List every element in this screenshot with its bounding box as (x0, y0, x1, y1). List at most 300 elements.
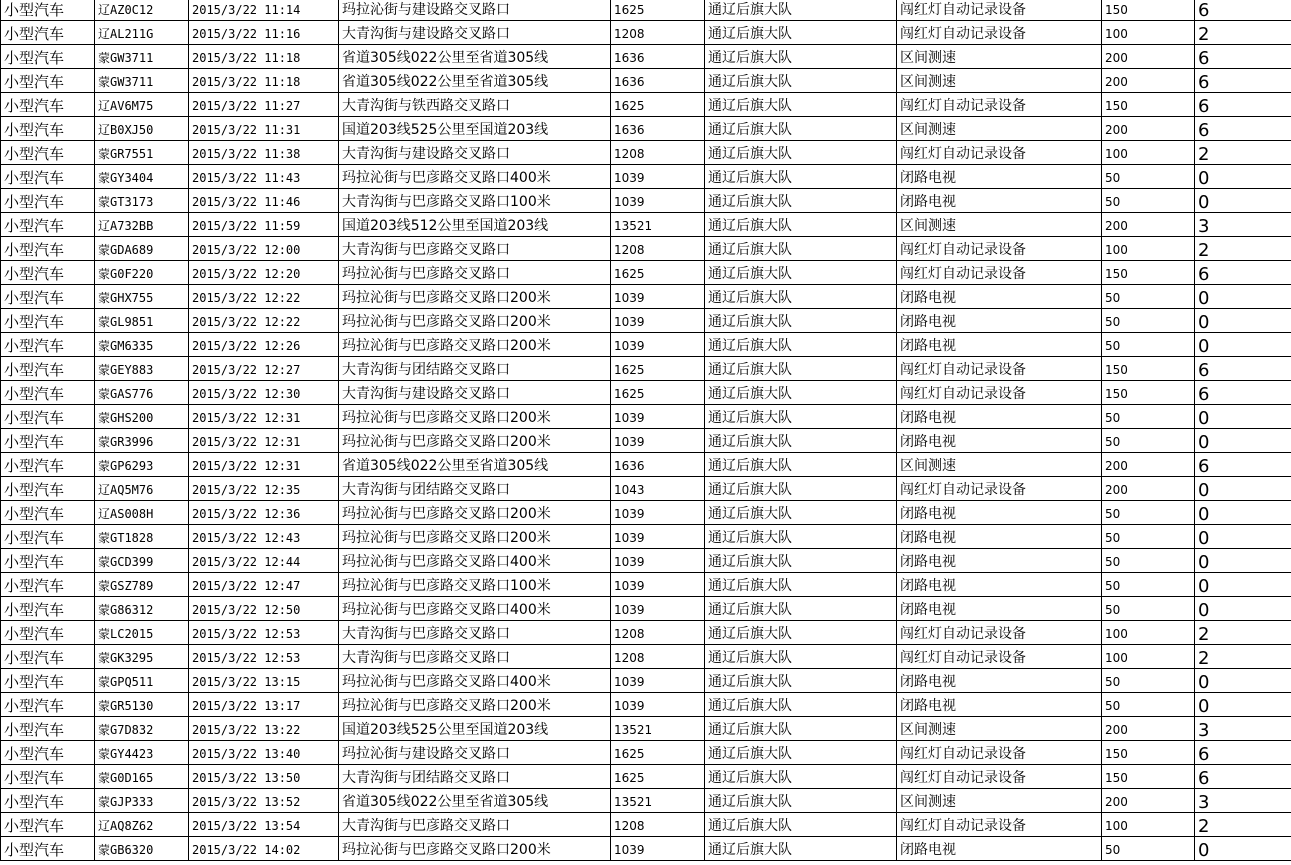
violation-code-cell[interactable]: 1039 (611, 837, 705, 861)
enforcement-unit-cell[interactable]: 通辽后旗大队 (705, 21, 897, 45)
fine-amount-cell[interactable]: 50 (1102, 333, 1195, 357)
fine-amount-cell[interactable]: 100 (1102, 813, 1195, 837)
fine-amount-cell[interactable]: 50 (1102, 837, 1195, 861)
violation-code-cell[interactable]: 1636 (611, 117, 705, 141)
capture-device-cell[interactable]: 区间测速 (897, 117, 1102, 141)
violation-time-cell[interactable]: 2015/3/22 12:47 (189, 573, 339, 597)
capture-device-cell[interactable]: 闭路电视 (897, 573, 1102, 597)
location-cell[interactable]: 玛拉沁街与巴彦路交叉路口400米 (339, 165, 611, 189)
enforcement-unit-cell[interactable]: 通辽后旗大队 (705, 333, 897, 357)
violation-time-cell[interactable]: 2015/3/22 12:43 (189, 525, 339, 549)
violation-code-cell[interactable]: 1039 (611, 573, 705, 597)
violation-code-cell[interactable]: 1039 (611, 165, 705, 189)
penalty-points-cell[interactable]: 0 (1195, 405, 1291, 429)
capture-device-cell[interactable]: 闭路电视 (897, 285, 1102, 309)
capture-device-cell[interactable]: 闭路电视 (897, 837, 1102, 861)
violation-code-cell[interactable]: 1208 (611, 237, 705, 261)
plate-number-cell[interactable]: 辽A732BB (95, 213, 189, 237)
violation-time-cell[interactable]: 2015/3/22 11:46 (189, 189, 339, 213)
vehicle-type-cell[interactable]: 小型汽车 (1, 141, 95, 165)
violation-code-cell[interactable]: 1636 (611, 453, 705, 477)
penalty-points-cell[interactable]: 0 (1195, 309, 1291, 333)
penalty-points-cell[interactable]: 6 (1195, 357, 1291, 381)
fine-amount-cell[interactable]: 200 (1102, 117, 1195, 141)
penalty-points-cell[interactable]: 3 (1195, 789, 1291, 813)
vehicle-type-cell[interactable]: 小型汽车 (1, 717, 95, 741)
enforcement-unit-cell[interactable]: 通辽后旗大队 (705, 549, 897, 573)
violation-code-cell[interactable]: 1208 (611, 621, 705, 645)
fine-amount-cell[interactable]: 50 (1102, 501, 1195, 525)
location-cell[interactable]: 玛拉沁街与巴彦路交叉路口200米 (339, 405, 611, 429)
location-cell[interactable]: 大青沟街与巴彦路交叉路口 (339, 237, 611, 261)
vehicle-type-cell[interactable]: 小型汽车 (1, 477, 95, 501)
fine-amount-cell[interactable]: 150 (1102, 261, 1195, 285)
violation-code-cell[interactable]: 1625 (611, 357, 705, 381)
enforcement-unit-cell[interactable]: 通辽后旗大队 (705, 597, 897, 621)
violation-time-cell[interactable]: 2015/3/22 11:18 (189, 69, 339, 93)
penalty-points-cell[interactable]: 0 (1195, 477, 1291, 501)
vehicle-type-cell[interactable]: 小型汽车 (1, 429, 95, 453)
fine-amount-cell[interactable]: 200 (1102, 213, 1195, 237)
vehicle-type-cell[interactable]: 小型汽车 (1, 189, 95, 213)
fine-amount-cell[interactable]: 50 (1102, 189, 1195, 213)
plate-number-cell[interactable]: 辽AQ5M76 (95, 477, 189, 501)
capture-device-cell[interactable]: 闯红灯自动记录设备 (897, 141, 1102, 165)
plate-number-cell[interactable]: 蒙GDA689 (95, 237, 189, 261)
violation-time-cell[interactable]: 2015/3/22 11:27 (189, 93, 339, 117)
violation-time-cell[interactable]: 2015/3/22 12:30 (189, 381, 339, 405)
capture-device-cell[interactable]: 闯红灯自动记录设备 (897, 765, 1102, 789)
penalty-points-cell[interactable]: 2 (1195, 21, 1291, 45)
location-cell[interactable]: 大青沟街与铁西路交叉路口 (339, 93, 611, 117)
violation-time-cell[interactable]: 2015/3/22 13:40 (189, 741, 339, 765)
vehicle-type-cell[interactable]: 小型汽车 (1, 621, 95, 645)
violation-code-cell[interactable]: 1039 (611, 525, 705, 549)
vehicle-type-cell[interactable]: 小型汽车 (1, 549, 95, 573)
location-cell[interactable]: 大青沟街与团结路交叉路口 (339, 477, 611, 501)
vehicle-type-cell[interactable]: 小型汽车 (1, 309, 95, 333)
fine-amount-cell[interactable]: 150 (1102, 357, 1195, 381)
location-cell[interactable]: 大青沟街与巴彦路交叉路口 (339, 621, 611, 645)
location-cell[interactable]: 玛拉沁街与巴彦路交叉路口200米 (339, 693, 611, 717)
vehicle-type-cell[interactable]: 小型汽车 (1, 165, 95, 189)
fine-amount-cell[interactable]: 50 (1102, 429, 1195, 453)
plate-number-cell[interactable]: 辽AV6M75 (95, 93, 189, 117)
location-cell[interactable]: 玛拉沁街与巴彦路交叉路口200米 (339, 285, 611, 309)
plate-number-cell[interactable]: 蒙GR3996 (95, 429, 189, 453)
plate-number-cell[interactable]: 蒙GM6335 (95, 333, 189, 357)
vehicle-type-cell[interactable]: 小型汽车 (1, 333, 95, 357)
fine-amount-cell[interactable]: 50 (1102, 525, 1195, 549)
vehicle-type-cell[interactable]: 小型汽车 (1, 261, 95, 285)
capture-device-cell[interactable]: 闯红灯自动记录设备 (897, 93, 1102, 117)
penalty-points-cell[interactable]: 0 (1195, 669, 1291, 693)
violation-time-cell[interactable]: 2015/3/22 11:31 (189, 117, 339, 141)
violation-time-cell[interactable]: 2015/3/22 11:18 (189, 45, 339, 69)
violation-time-cell[interactable]: 2015/3/22 13:15 (189, 669, 339, 693)
vehicle-type-cell[interactable]: 小型汽车 (1, 645, 95, 669)
capture-device-cell[interactable]: 闯红灯自动记录设备 (897, 477, 1102, 501)
penalty-points-cell[interactable]: 0 (1195, 189, 1291, 213)
violation-time-cell[interactable]: 2015/3/22 12:31 (189, 405, 339, 429)
violation-time-cell[interactable]: 2015/3/22 14:02 (189, 837, 339, 861)
fine-amount-cell[interactable]: 50 (1102, 165, 1195, 189)
violation-time-cell[interactable]: 2015/3/22 12:22 (189, 309, 339, 333)
location-cell[interactable]: 国道203线512公里至国道203线 (339, 213, 611, 237)
fine-amount-cell[interactable]: 50 (1102, 405, 1195, 429)
penalty-points-cell[interactable]: 6 (1195, 261, 1291, 285)
enforcement-unit-cell[interactable]: 通辽后旗大队 (705, 501, 897, 525)
vehicle-type-cell[interactable]: 小型汽车 (1, 21, 95, 45)
plate-number-cell[interactable]: 蒙G7D832 (95, 717, 189, 741)
plate-number-cell[interactable]: 蒙GCD399 (95, 549, 189, 573)
vehicle-type-cell[interactable]: 小型汽车 (1, 0, 95, 21)
location-cell[interactable]: 大青沟街与团结路交叉路口 (339, 357, 611, 381)
violation-code-cell[interactable]: 1039 (611, 285, 705, 309)
fine-amount-cell[interactable]: 50 (1102, 309, 1195, 333)
plate-number-cell[interactable]: 蒙GY4423 (95, 741, 189, 765)
enforcement-unit-cell[interactable]: 通辽后旗大队 (705, 645, 897, 669)
plate-number-cell[interactable]: 蒙GW3711 (95, 45, 189, 69)
fine-amount-cell[interactable]: 150 (1102, 0, 1195, 21)
fine-amount-cell[interactable]: 150 (1102, 381, 1195, 405)
location-cell[interactable]: 大青沟街与建设路交叉路口 (339, 21, 611, 45)
capture-device-cell[interactable]: 闭路电视 (897, 693, 1102, 717)
fine-amount-cell[interactable]: 200 (1102, 69, 1195, 93)
location-cell[interactable]: 玛拉沁街与建设路交叉路口 (339, 741, 611, 765)
vehicle-type-cell[interactable]: 小型汽车 (1, 453, 95, 477)
violation-time-cell[interactable]: 2015/3/22 11:59 (189, 213, 339, 237)
penalty-points-cell[interactable]: 0 (1195, 501, 1291, 525)
fine-amount-cell[interactable]: 150 (1102, 741, 1195, 765)
violation-code-cell[interactable]: 1625 (611, 261, 705, 285)
location-cell[interactable]: 大青沟街与巴彦路交叉路口100米 (339, 189, 611, 213)
violation-time-cell[interactable]: 2015/3/22 11:43 (189, 165, 339, 189)
violation-time-cell[interactable]: 2015/3/22 11:38 (189, 141, 339, 165)
location-cell[interactable]: 大青沟街与团结路交叉路口 (339, 765, 611, 789)
enforcement-unit-cell[interactable]: 通辽后旗大队 (705, 669, 897, 693)
plate-number-cell[interactable]: 蒙GPQ511 (95, 669, 189, 693)
fine-amount-cell[interactable]: 200 (1102, 717, 1195, 741)
fine-amount-cell[interactable]: 50 (1102, 549, 1195, 573)
violation-code-cell[interactable]: 1625 (611, 381, 705, 405)
capture-device-cell[interactable]: 闭路电视 (897, 189, 1102, 213)
location-cell[interactable]: 省道305线022公里至省道305线 (339, 453, 611, 477)
plate-number-cell[interactable]: 蒙G0D165 (95, 765, 189, 789)
violation-code-cell[interactable]: 1039 (611, 333, 705, 357)
vehicle-type-cell[interactable]: 小型汽车 (1, 765, 95, 789)
capture-device-cell[interactable]: 闭路电视 (897, 525, 1102, 549)
capture-device-cell[interactable]: 闭路电视 (897, 429, 1102, 453)
enforcement-unit-cell[interactable]: 通辽后旗大队 (705, 93, 897, 117)
capture-device-cell[interactable]: 闯红灯自动记录设备 (897, 645, 1102, 669)
plate-number-cell[interactable]: 辽AS008H (95, 501, 189, 525)
fine-amount-cell[interactable]: 100 (1102, 21, 1195, 45)
penalty-points-cell[interactable]: 6 (1195, 741, 1291, 765)
vehicle-type-cell[interactable]: 小型汽车 (1, 501, 95, 525)
capture-device-cell[interactable]: 闭路电视 (897, 549, 1102, 573)
capture-device-cell[interactable]: 闭路电视 (897, 405, 1102, 429)
location-cell[interactable]: 玛拉沁街与巴彦路交叉路口 (339, 261, 611, 285)
fine-amount-cell[interactable]: 100 (1102, 237, 1195, 261)
fine-amount-cell[interactable]: 50 (1102, 597, 1195, 621)
plate-number-cell[interactable]: 蒙GHS200 (95, 405, 189, 429)
plate-number-cell[interactable]: 蒙G86312 (95, 597, 189, 621)
enforcement-unit-cell[interactable]: 通辽后旗大队 (705, 789, 897, 813)
violation-time-cell[interactable]: 2015/3/22 13:50 (189, 765, 339, 789)
location-cell[interactable]: 大青沟街与巴彦路交叉路口 (339, 813, 611, 837)
penalty-points-cell[interactable]: 6 (1195, 0, 1291, 21)
penalty-points-cell[interactable]: 2 (1195, 645, 1291, 669)
enforcement-unit-cell[interactable]: 通辽后旗大队 (705, 117, 897, 141)
violation-code-cell[interactable]: 1208 (611, 645, 705, 669)
capture-device-cell[interactable]: 闯红灯自动记录设备 (897, 381, 1102, 405)
violation-time-cell[interactable]: 2015/3/22 12:31 (189, 429, 339, 453)
penalty-points-cell[interactable]: 0 (1195, 693, 1291, 717)
capture-device-cell[interactable]: 闯红灯自动记录设备 (897, 261, 1102, 285)
violation-code-cell[interactable]: 1208 (611, 141, 705, 165)
fine-amount-cell[interactable]: 200 (1102, 477, 1195, 501)
capture-device-cell[interactable]: 闯红灯自动记录设备 (897, 237, 1102, 261)
enforcement-unit-cell[interactable]: 通辽后旗大队 (705, 237, 897, 261)
violation-time-cell[interactable]: 2015/3/22 12:36 (189, 501, 339, 525)
violation-code-cell[interactable]: 13521 (611, 717, 705, 741)
location-cell[interactable]: 大青沟街与巴彦路交叉路口 (339, 645, 611, 669)
violation-code-cell[interactable]: 1636 (611, 45, 705, 69)
violation-time-cell[interactable]: 2015/3/22 12:20 (189, 261, 339, 285)
penalty-points-cell[interactable]: 0 (1195, 597, 1291, 621)
capture-device-cell[interactable]: 闭路电视 (897, 597, 1102, 621)
capture-device-cell[interactable]: 区间测速 (897, 789, 1102, 813)
enforcement-unit-cell[interactable]: 通辽后旗大队 (705, 141, 897, 165)
vehicle-type-cell[interactable]: 小型汽车 (1, 693, 95, 717)
location-cell[interactable]: 玛拉沁街与巴彦路交叉路口200米 (339, 501, 611, 525)
location-cell[interactable]: 玛拉沁街与巴彦路交叉路口400米 (339, 597, 611, 621)
fine-amount-cell[interactable]: 150 (1102, 93, 1195, 117)
violation-time-cell[interactable]: 2015/3/22 12:00 (189, 237, 339, 261)
plate-number-cell[interactable]: 辽B0XJ50 (95, 117, 189, 141)
plate-number-cell[interactable]: 蒙GHX755 (95, 285, 189, 309)
location-cell[interactable]: 大青沟街与建设路交叉路口 (339, 381, 611, 405)
violation-code-cell[interactable]: 1039 (611, 693, 705, 717)
fine-amount-cell[interactable]: 100 (1102, 645, 1195, 669)
enforcement-unit-cell[interactable]: 通辽后旗大队 (705, 525, 897, 549)
vehicle-type-cell[interactable]: 小型汽车 (1, 573, 95, 597)
penalty-points-cell[interactable]: 6 (1195, 117, 1291, 141)
plate-number-cell[interactable]: 蒙GEY883 (95, 357, 189, 381)
penalty-points-cell[interactable]: 2 (1195, 237, 1291, 261)
fine-amount-cell[interactable]: 50 (1102, 693, 1195, 717)
violation-code-cell[interactable]: 1625 (611, 765, 705, 789)
vehicle-type-cell[interactable]: 小型汽车 (1, 525, 95, 549)
vehicle-type-cell[interactable]: 小型汽车 (1, 213, 95, 237)
penalty-points-cell[interactable]: 0 (1195, 429, 1291, 453)
penalty-points-cell[interactable]: 0 (1195, 333, 1291, 357)
violation-code-cell[interactable]: 1625 (611, 0, 705, 21)
capture-device-cell[interactable]: 区间测速 (897, 213, 1102, 237)
location-cell[interactable]: 玛拉沁街与巴彦路交叉路口100米 (339, 573, 611, 597)
plate-number-cell[interactable]: 蒙GT3173 (95, 189, 189, 213)
penalty-points-cell[interactable]: 0 (1195, 573, 1291, 597)
plate-number-cell[interactable]: 辽AZ0C12 (95, 0, 189, 21)
violation-code-cell[interactable]: 1043 (611, 477, 705, 501)
location-cell[interactable]: 省道305线022公里至省道305线 (339, 69, 611, 93)
location-cell[interactable]: 省道305线022公里至省道305线 (339, 45, 611, 69)
plate-number-cell[interactable]: 蒙GL9851 (95, 309, 189, 333)
enforcement-unit-cell[interactable]: 通辽后旗大队 (705, 69, 897, 93)
penalty-points-cell[interactable]: 6 (1195, 765, 1291, 789)
location-cell[interactable]: 玛拉沁街与巴彦路交叉路口200米 (339, 525, 611, 549)
fine-amount-cell[interactable]: 50 (1102, 285, 1195, 309)
fine-amount-cell[interactable]: 150 (1102, 765, 1195, 789)
plate-number-cell[interactable]: 蒙GJP333 (95, 789, 189, 813)
violation-time-cell[interactable]: 2015/3/22 12:22 (189, 285, 339, 309)
plate-number-cell[interactable]: 蒙GSZ789 (95, 573, 189, 597)
enforcement-unit-cell[interactable]: 通辽后旗大队 (705, 813, 897, 837)
enforcement-unit-cell[interactable]: 通辽后旗大队 (705, 381, 897, 405)
fine-amount-cell[interactable]: 100 (1102, 141, 1195, 165)
vehicle-type-cell[interactable]: 小型汽车 (1, 669, 95, 693)
capture-device-cell[interactable]: 闭路电视 (897, 165, 1102, 189)
capture-device-cell[interactable]: 闭路电视 (897, 333, 1102, 357)
enforcement-unit-cell[interactable]: 通辽后旗大队 (705, 573, 897, 597)
enforcement-unit-cell[interactable]: 通辽后旗大队 (705, 165, 897, 189)
location-cell[interactable]: 玛拉沁街与建设路交叉路口 (339, 0, 611, 21)
penalty-points-cell[interactable]: 2 (1195, 621, 1291, 645)
vehicle-type-cell[interactable]: 小型汽车 (1, 381, 95, 405)
vehicle-type-cell[interactable]: 小型汽车 (1, 813, 95, 837)
violation-code-cell[interactable]: 1039 (611, 669, 705, 693)
vehicle-type-cell[interactable]: 小型汽车 (1, 741, 95, 765)
plate-number-cell[interactable]: 辽AQ8Z62 (95, 813, 189, 837)
penalty-points-cell[interactable]: 0 (1195, 549, 1291, 573)
capture-device-cell[interactable]: 区间测速 (897, 45, 1102, 69)
capture-device-cell[interactable]: 区间测速 (897, 69, 1102, 93)
enforcement-unit-cell[interactable]: 通辽后旗大队 (705, 189, 897, 213)
plate-number-cell[interactable]: 蒙GT1828 (95, 525, 189, 549)
violation-time-cell[interactable]: 2015/3/22 12:53 (189, 621, 339, 645)
vehicle-type-cell[interactable]: 小型汽车 (1, 237, 95, 261)
enforcement-unit-cell[interactable]: 通辽后旗大队 (705, 837, 897, 861)
vehicle-type-cell[interactable]: 小型汽车 (1, 285, 95, 309)
penalty-points-cell[interactable]: 3 (1195, 717, 1291, 741)
location-cell[interactable]: 玛拉沁街与巴彦路交叉路口400米 (339, 669, 611, 693)
violation-code-cell[interactable]: 1625 (611, 93, 705, 117)
enforcement-unit-cell[interactable]: 通辽后旗大队 (705, 405, 897, 429)
enforcement-unit-cell[interactable]: 通辽后旗大队 (705, 717, 897, 741)
violation-time-cell[interactable]: 2015/3/22 12:44 (189, 549, 339, 573)
violation-code-cell[interactable]: 1039 (611, 501, 705, 525)
penalty-points-cell[interactable]: 0 (1195, 165, 1291, 189)
violation-time-cell[interactable]: 2015/3/22 13:22 (189, 717, 339, 741)
vehicle-type-cell[interactable]: 小型汽车 (1, 837, 95, 861)
penalty-points-cell[interactable]: 6 (1195, 45, 1291, 69)
vehicle-type-cell[interactable]: 小型汽车 (1, 69, 95, 93)
violation-code-cell[interactable]: 1636 (611, 69, 705, 93)
fine-amount-cell[interactable]: 100 (1102, 621, 1195, 645)
fine-amount-cell[interactable]: 200 (1102, 453, 1195, 477)
enforcement-unit-cell[interactable]: 通辽后旗大队 (705, 0, 897, 21)
capture-device-cell[interactable]: 闯红灯自动记录设备 (897, 741, 1102, 765)
violation-time-cell[interactable]: 2015/3/22 11:16 (189, 21, 339, 45)
penalty-points-cell[interactable]: 2 (1195, 141, 1291, 165)
penalty-points-cell[interactable]: 3 (1195, 213, 1291, 237)
fine-amount-cell[interactable]: 50 (1102, 573, 1195, 597)
vehicle-type-cell[interactable]: 小型汽车 (1, 405, 95, 429)
violation-code-cell[interactable]: 1208 (611, 813, 705, 837)
violation-code-cell[interactable]: 1039 (611, 597, 705, 621)
plate-number-cell[interactable]: 蒙GAS776 (95, 381, 189, 405)
violation-time-cell[interactable]: 2015/3/22 12:50 (189, 597, 339, 621)
violation-code-cell[interactable]: 13521 (611, 789, 705, 813)
capture-device-cell[interactable]: 区间测速 (897, 453, 1102, 477)
capture-device-cell[interactable]: 闯红灯自动记录设备 (897, 21, 1102, 45)
violation-code-cell[interactable]: 1039 (611, 309, 705, 333)
plate-number-cell[interactable]: 辽AL211G (95, 21, 189, 45)
violation-time-cell[interactable]: 2015/3/22 12:35 (189, 477, 339, 501)
enforcement-unit-cell[interactable]: 通辽后旗大队 (705, 477, 897, 501)
location-cell[interactable]: 大青沟街与建设路交叉路口 (339, 141, 611, 165)
location-cell[interactable]: 省道305线022公里至省道305线 (339, 789, 611, 813)
violation-time-cell[interactable]: 2015/3/22 12:53 (189, 645, 339, 669)
penalty-points-cell[interactable]: 6 (1195, 453, 1291, 477)
enforcement-unit-cell[interactable]: 通辽后旗大队 (705, 261, 897, 285)
penalty-points-cell[interactable]: 6 (1195, 93, 1291, 117)
enforcement-unit-cell[interactable]: 通辽后旗大队 (705, 741, 897, 765)
violation-time-cell[interactable]: 2015/3/22 13:54 (189, 813, 339, 837)
plate-number-cell[interactable]: 蒙G0F220 (95, 261, 189, 285)
location-cell[interactable]: 国道203线525公里至国道203线 (339, 717, 611, 741)
location-cell[interactable]: 玛拉沁街与巴彦路交叉路口200米 (339, 309, 611, 333)
violation-time-cell[interactable]: 2015/3/22 12:31 (189, 453, 339, 477)
vehicle-type-cell[interactable]: 小型汽车 (1, 357, 95, 381)
enforcement-unit-cell[interactable]: 通辽后旗大队 (705, 429, 897, 453)
violation-time-cell[interactable]: 2015/3/22 13:17 (189, 693, 339, 717)
penalty-points-cell[interactable]: 0 (1195, 525, 1291, 549)
vehicle-type-cell[interactable]: 小型汽车 (1, 117, 95, 141)
fine-amount-cell[interactable]: 200 (1102, 789, 1195, 813)
vehicle-type-cell[interactable]: 小型汽车 (1, 597, 95, 621)
enforcement-unit-cell[interactable]: 通辽后旗大队 (705, 285, 897, 309)
violation-code-cell[interactable]: 13521 (611, 213, 705, 237)
enforcement-unit-cell[interactable]: 通辽后旗大队 (705, 453, 897, 477)
enforcement-unit-cell[interactable]: 通辽后旗大队 (705, 45, 897, 69)
violation-time-cell[interactable]: 2015/3/22 12:27 (189, 357, 339, 381)
plate-number-cell[interactable]: 蒙LC2015 (95, 621, 189, 645)
plate-number-cell[interactable]: 蒙GR5130 (95, 693, 189, 717)
enforcement-unit-cell[interactable]: 通辽后旗大队 (705, 309, 897, 333)
plate-number-cell[interactable]: 蒙GP6293 (95, 453, 189, 477)
location-cell[interactable]: 玛拉沁街与巴彦路交叉路口200米 (339, 429, 611, 453)
violation-code-cell[interactable]: 1039 (611, 429, 705, 453)
violation-time-cell[interactable]: 2015/3/22 13:52 (189, 789, 339, 813)
capture-device-cell[interactable]: 闯红灯自动记录设备 (897, 0, 1102, 21)
capture-device-cell[interactable]: 闭路电视 (897, 669, 1102, 693)
plate-number-cell[interactable]: 蒙GR7551 (95, 141, 189, 165)
violation-code-cell[interactable]: 1039 (611, 189, 705, 213)
location-cell[interactable]: 国道203线525公里至国道203线 (339, 117, 611, 141)
capture-device-cell[interactable]: 区间测速 (897, 717, 1102, 741)
violation-code-cell[interactable]: 1625 (611, 741, 705, 765)
violation-time-cell[interactable]: 2015/3/22 12:26 (189, 333, 339, 357)
enforcement-unit-cell[interactable]: 通辽后旗大队 (705, 693, 897, 717)
plate-number-cell[interactable]: 蒙GY3404 (95, 165, 189, 189)
penalty-points-cell[interactable]: 2 (1195, 813, 1291, 837)
fine-amount-cell[interactable]: 50 (1102, 669, 1195, 693)
enforcement-unit-cell[interactable]: 通辽后旗大队 (705, 765, 897, 789)
fine-amount-cell[interactable]: 200 (1102, 45, 1195, 69)
violation-code-cell[interactable]: 1039 (611, 405, 705, 429)
